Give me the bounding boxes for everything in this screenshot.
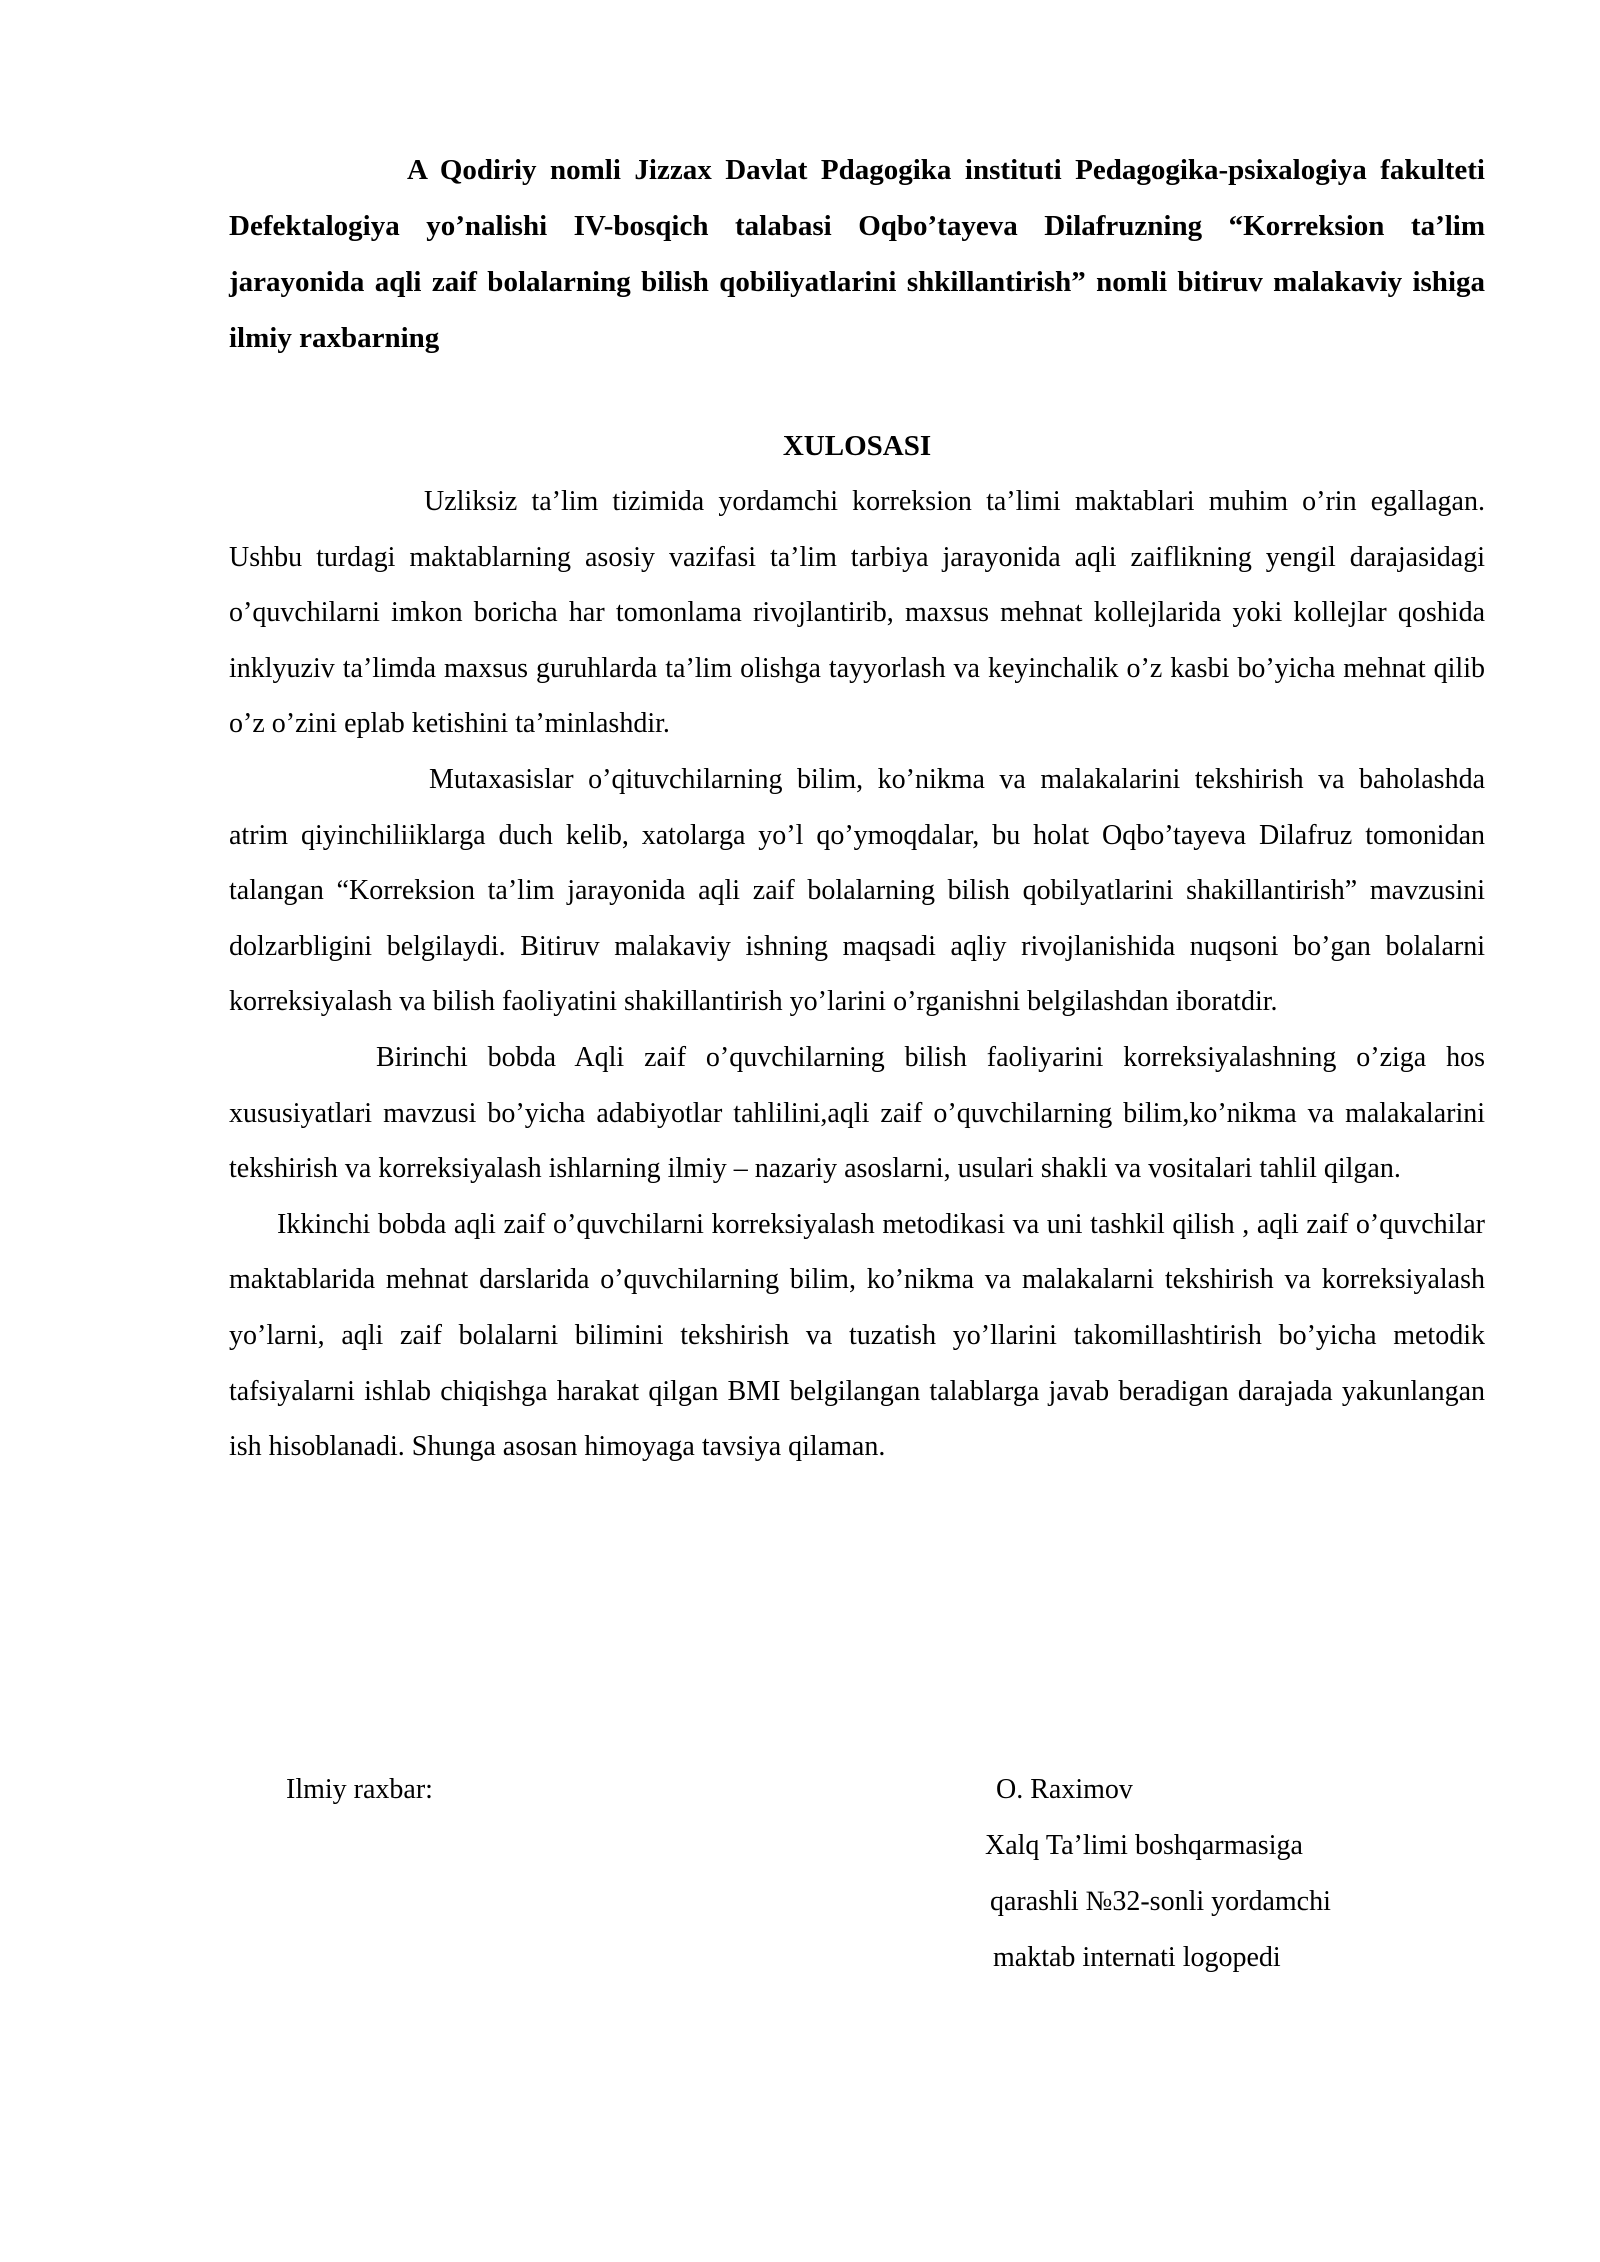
signature-block xyxy=(985,1762,1331,1986)
signature-org-line-3: maktab internati logopedi xyxy=(993,1942,1281,1973)
signature-role: Ilmiy raxbar: xyxy=(286,1774,433,1805)
document-header: A Qodiriy nomli Jizzax Davlat Pdagogika instituti Pedagogika-psixalogiya fakulteti Defektalogiya yo’nalishi IV-bosqich talabasi Oqbo’tayeva Dilafruzning “Korreksion ta’lim jarayonida aqli zaif bolalarning bilish qobiliyatlarini shkillantirish” nomli bitiruv malakaviy ishiga ilmiy raxbarning xyxy=(229,154,1485,354)
signature-org-line-2: qarashli №32-sonli yordamchi xyxy=(990,1886,1331,1917)
paragraph-3: Birinchi bobda Aqli zaif o’quvchilarning bilish faoliyarini korreksiyalashning o’ziga hos xususiyatlari mavzusi bo’yicha adabiyotlar tahlilini,aqli zaif o’quvchilarning bilim,ko’nikma va malakalarini tekshirish va korreksiyalash ishlarning ilmiy – nazariy asoslarni, usulari shakli va vositalari tahlil qilgan. xyxy=(229,1041,1485,1185)
signature-org-line-1: Xalq Ta’limi boshqarmasiga xyxy=(985,1830,1303,1861)
signature-name: O. Raximov xyxy=(996,1774,1133,1805)
document-body xyxy=(229,142,1485,1475)
paragraph-2: Mutaxasislar o’qituvchilarning bilim, ko’nikma va malakalarini tekshirish va baholashda atrim qiyinchiliiklarga duch kelib, xatolarga yo’l qo’ymoqdalar, bu holat Oqbo’tayeva Dilafruz tomonidan talangan “Korreksion ta’lim jarayonida aqli zaif bolalarning bilish qobilyatlarini shakillantirish” mavzusini dolzarbligini belgilaydi. Bitiruv malakaviy ishning maqsadi aqliy rivojlanishida nuqsoni bo’gan bolalarni korreksiyalash va bilish faoliyatini shakillantirish yo’larini o’rganishni belgilashdan iboratdir. xyxy=(229,763,1485,1018)
document-title: XULOSASI xyxy=(782,430,932,462)
paragraph-4: Ikkinchi bobda aqli zaif o’quvchilarni korreksiyalash metodikasi va uni tashkil qilish , aqli zaif o’quvchilar maktablarida mehnat darslarida o’quvchilarning bilim, ko’nikma va malakalarni tekshirish va korreksiyalash yo’larni, aqli zaif bolalarni bilimini tekshirish va tuzatish yo’llarini takomillashtirish bo’yicha metodik tafsiyalarni ishlab chiqishga harakat qilgan BMI belgilangan talablarga javab beradigan darajada yakunlangan ish hisoblanadi. Shunga asosan himoyaga tavsiya qilaman. xyxy=(229,1208,1485,1463)
paragraph-1: Uzliksiz ta’lim tizimida yordamchi korreksion ta’limi maktablari muhim o’rin egallagan. Ushbu turdagi maktablarning asosiy vazifasi ta’lim tarbiya jarayonida aqli zaiflikning yengil darajasidagi o’quvchilarni imkon boricha har tomonlama rivojlantirib, maxsus mehnat kollejlarida yoki kollejlar qoshida inklyuziv ta’limda maxsus guruhlarda ta’lim olishga tayyorlash va keyinchalik o’z kasbi bo’yicha mehnat qilib o’z o’zini eplab ketishini ta’minlashdir. xyxy=(229,486,1485,740)
